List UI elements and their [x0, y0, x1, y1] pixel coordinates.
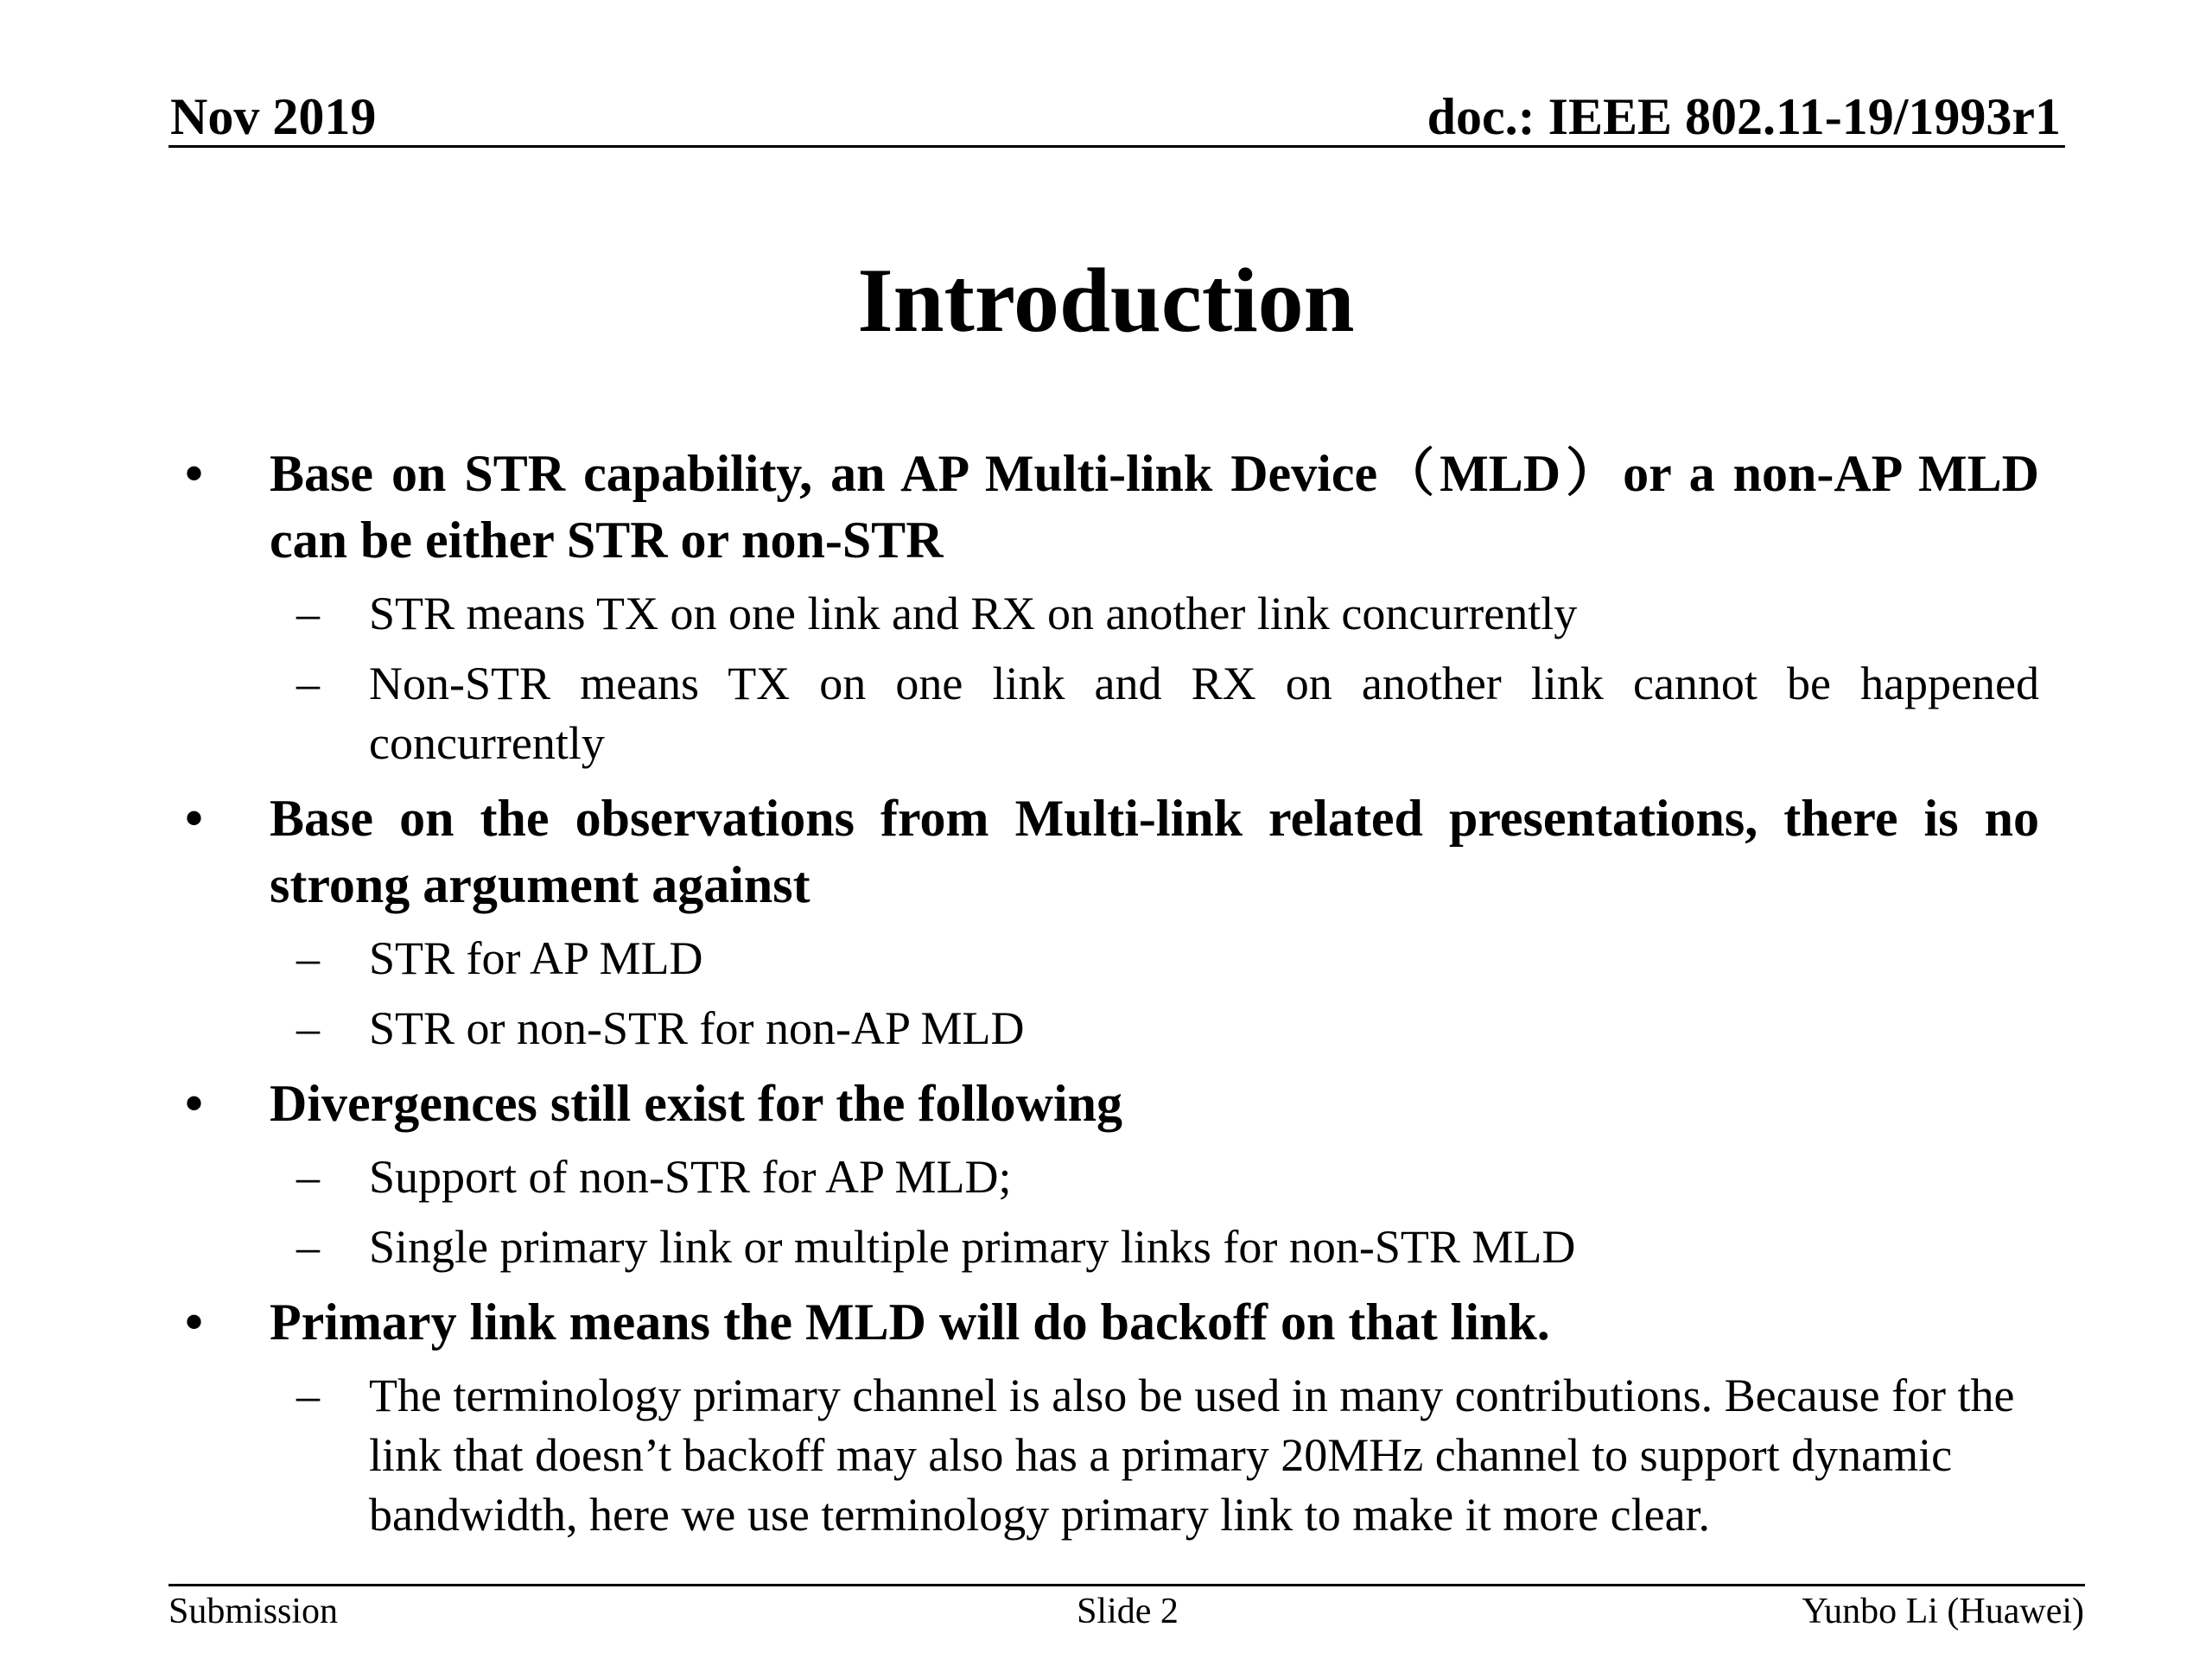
dash-marker: –: [296, 1370, 320, 1421]
dash-marker: –: [296, 1221, 320, 1273]
dash-marker: –: [296, 1002, 320, 1054]
dash-marker: –: [296, 1151, 320, 1203]
bullet-text: Base on the observations from Multi-link related presentations, there is no strong argument against: [270, 790, 2039, 913]
sub-bullet-text: Support of non-STR for AP MLD;: [369, 1151, 1012, 1203]
dash-marker: –: [296, 658, 320, 709]
bullet-item: [173, 785, 2039, 918]
footer-submission: Submission: [168, 1592, 339, 1631]
sub-bullet-item: [173, 584, 2039, 644]
bullet-text: Base on STR capability, an AP Multi-link Device（MLD）or a non-AP MLD can be either STR or non-STR: [270, 445, 2039, 569]
bullet-marker: •: [185, 445, 204, 502]
bullet-text: Divergences still exist for the following: [270, 1075, 1123, 1132]
sub-bullet-text: STR for AP MLD: [369, 932, 703, 984]
sub-bullet-item: [173, 929, 2039, 988]
sub-bullet-item: [173, 1147, 2039, 1207]
sub-bullet-item: [173, 1366, 2039, 1545]
sub-bullet-text: STR means TX on one link and RX on another link concurrently: [369, 588, 1578, 639]
slide-body: [173, 441, 2039, 1545]
header-divider: [168, 145, 2065, 148]
bullet-marker: •: [185, 790, 204, 847]
bullet-item: [173, 441, 2039, 574]
bullet-item: [173, 1071, 2039, 1137]
sub-bullet-item: [173, 654, 2039, 773]
footer-slide-number: Slide 2: [1077, 1592, 1179, 1631]
bullet-marker: •: [185, 1294, 204, 1351]
bullet-marker: •: [185, 1075, 204, 1132]
sub-bullet-item: [173, 1217, 2039, 1277]
sub-bullet-text: Single primary link or multiple primary links for non-STR MLD: [369, 1221, 1576, 1273]
sub-bullet-text: The terminology primary channel is also be used in many contributions. Because for the link that doesn’t backoff may also has a primary 20MHz channel to support dynamic bandwidth, here we use terminology primary link to make it more clear.: [369, 1370, 2015, 1541]
dash-marker: –: [296, 932, 320, 984]
bullet-item: [173, 1289, 2039, 1356]
header-doc-id: doc.: IEEE 802.11-19/1993r1: [1427, 88, 2061, 145]
footer-author: Yunbo Li (Huawei): [1802, 1592, 2084, 1631]
sub-bullet-text: Non-STR means TX on one link and RX on another link cannot be happened concurrently: [369, 658, 2039, 769]
sub-bullet-text: STR or non-STR for non-AP MLD: [369, 1002, 1025, 1054]
slide-title: Introduction: [857, 250, 1355, 351]
header-date: Nov 2019: [170, 88, 377, 145]
footer-divider: [168, 1584, 2085, 1586]
bullet-text: Primary link means the MLD will do backoff on that link.: [270, 1294, 1550, 1351]
dash-marker: –: [296, 588, 320, 639]
sub-bullet-item: [173, 999, 2039, 1058]
